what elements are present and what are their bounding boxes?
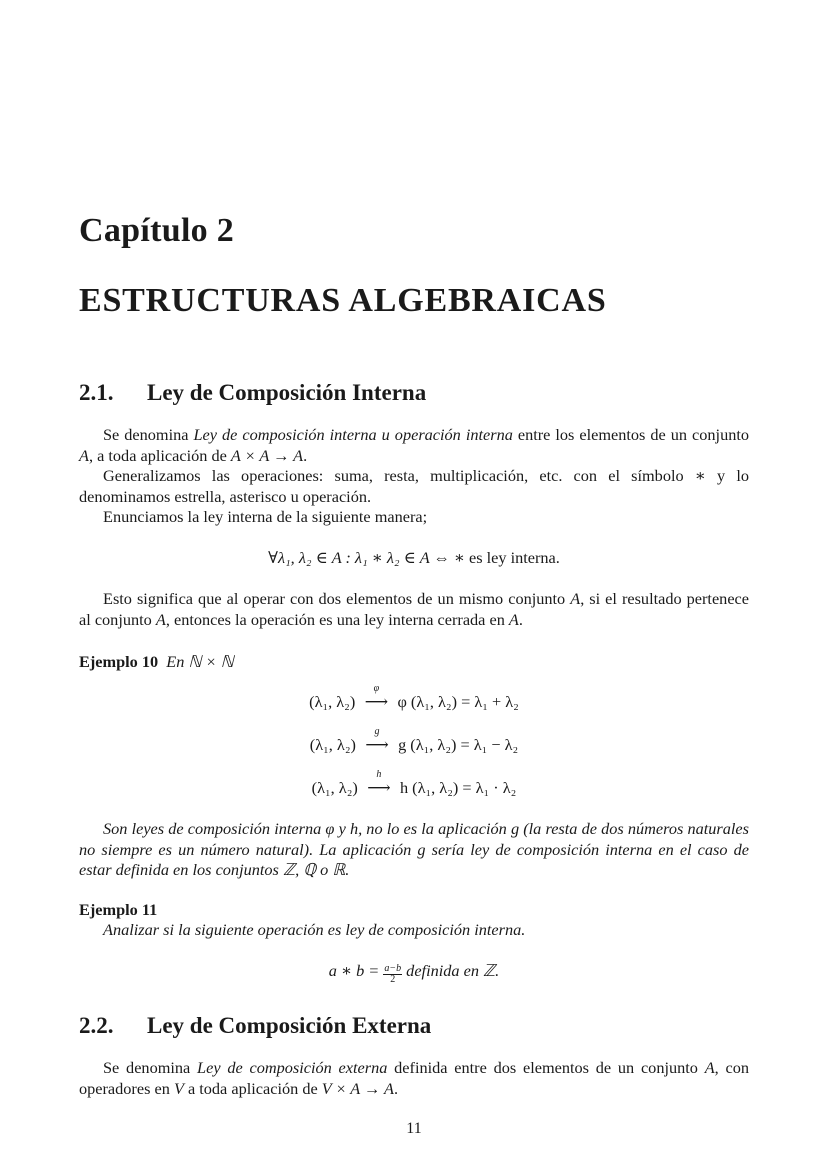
example-11-label: Ejemplo 11 [79, 900, 158, 919]
paragraph-enunciation: Enunciamos la ley interna de la siguiente manera; [103, 507, 428, 526]
section-title: Ley de Composición Interna [147, 380, 427, 405]
section-heading-2-2 [79, 1013, 431, 1039]
display-formula-interna: ∀λ₁, λ₂ ∈ A : λ₁ ∗ λ₂ ∈ A ⇔ ∗ es ley interna. [268, 548, 560, 567]
chapter-label: Capítulo 2 [79, 212, 235, 249]
equation-h: (λ₁, λ₂) h ⟶ h (λ₁, λ₂) = λ₁ · λ₂ [311, 769, 517, 797]
section-heading-2-1 [79, 380, 426, 406]
section-number: 2.2. [79, 1013, 114, 1038]
example-label: Ejemplo 10 [79, 652, 159, 671]
paragraph-definition-externa: Se denomina Ley de composición externa definida entre dos elementos de un conjunto A, con operadores en V a toda aplicación de V × A → A. [79, 1058, 750, 1098]
example-10-conclusion: Son leyes de composición interna φ y h, no lo es la aplicación g (la resta de dos números naturales no siempre es un número natural). La aplicación g sería ley de composición interna en el caso de estar definida en los conjuntos ℤ, ℚ o ℝ. [79, 819, 749, 879]
math-map: A × A → A [230, 445, 304, 465]
formula-math: ∀λ₁, λ₂ ∈ A : λ₁ ∗ λ₂ ∈ A ⇔ ∗ [268, 548, 465, 567]
example-11-formula: a ∗ b = $\frac{a-b}{2}$ definida en ℤ. [328, 961, 500, 985]
emphasis-term: Ley de composición externa [197, 1058, 388, 1077]
chapter-title: ESTRUCTURAS ALGEBRAICAS [79, 282, 607, 319]
equation-g: (λ₁, λ₂) g ⟶ g (λ₁, λ₂) = λ₁ − λ₂ [309, 726, 519, 754]
section-title: Ley de Composición Externa [147, 1013, 432, 1038]
example-10-heading [79, 652, 749, 673]
mapping-arrow: h ⟶ [367, 769, 391, 797]
paragraph-definition-interna: Se denomina Ley de composición interna u operación interna entre los elementos de un conjunto A, a toda aplicación de A × A → A. [79, 425, 750, 465]
example-11-statement: Analizar si la siguiente operación es ley de composición interna. [103, 920, 526, 939]
section-number: 2.1. [79, 380, 114, 405]
paragraph-generalization: Generalizamos las operaciones: suma, resta, multiplicación, etc. con el símbolo ∗ y lo denominamos estrella, asterisco u operación. [79, 466, 749, 506]
emphasis-term: Ley de composición interna u operación interna [193, 425, 513, 444]
page-number: 11 [406, 1120, 422, 1137]
fraction: $\frac{a-b}{2}$ [384, 963, 402, 985]
mapping-arrow: g ⟶ [365, 726, 389, 754]
mapping-arrow: φ ⟶ [364, 683, 389, 711]
math-map: V × A → A [321, 1078, 394, 1098]
equation-phi: (λ₁, λ₂) φ ⟶ φ (λ₁, λ₂) = λ₁ + λ₂ [309, 683, 519, 711]
paragraph-meaning: Esto significa que al operar con dos elementos de un mismo conjunto A, si el resultado pertenece al conjunto A, entonces la operación es una ley interna cerrada en A. [79, 589, 750, 629]
example-intro: En ℕ × ℕ [166, 652, 234, 671]
